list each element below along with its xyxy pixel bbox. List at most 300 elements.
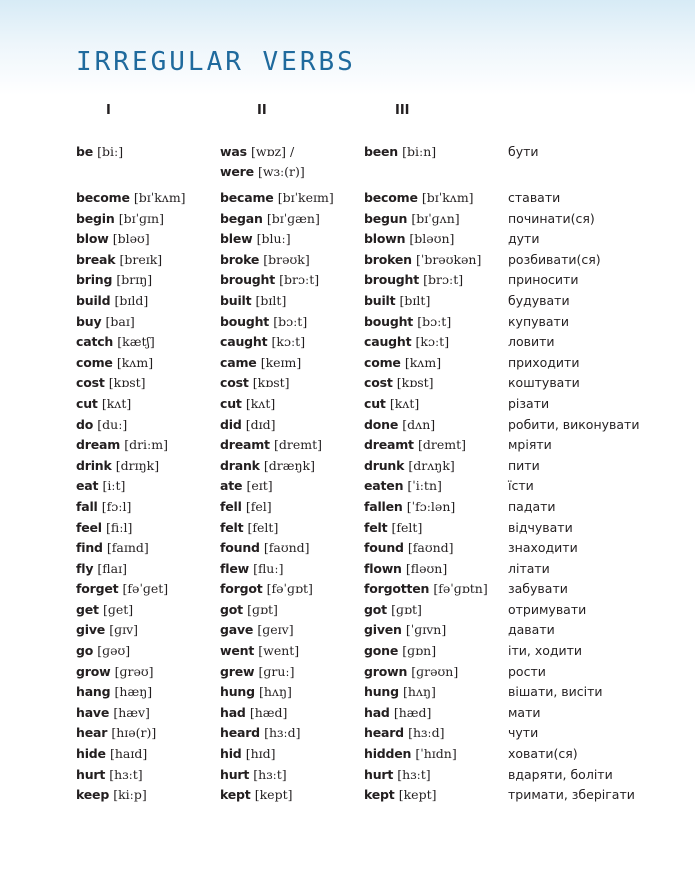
base-form-cell xyxy=(76,456,159,476)
base-form-cell xyxy=(76,353,153,373)
past-participle-word: been xyxy=(364,144,399,159)
past-simple-transcription: [ɡeɪv] xyxy=(257,622,294,638)
past-participle-word: begun xyxy=(364,210,408,226)
base-form-transcription: [iːt] xyxy=(102,478,126,494)
translation-cell: іти, ходити xyxy=(508,643,583,659)
translation-cell: починати(ся) xyxy=(508,210,595,226)
translation-cell: їсти xyxy=(508,478,534,494)
past-simple-cell xyxy=(220,785,293,805)
verb-row xyxy=(76,559,676,580)
past-simple-cell xyxy=(220,765,287,785)
base-form-cell xyxy=(76,559,127,579)
base-form-cell xyxy=(76,579,168,599)
base-form-cell xyxy=(76,662,153,682)
translation-cell: коштувати xyxy=(508,375,580,391)
irregular-verbs-table xyxy=(76,142,676,806)
past-simple-cell xyxy=(220,559,283,579)
past-participle-cell xyxy=(364,744,457,764)
past-participle-transcription: [fləʊn] xyxy=(405,560,448,576)
past-participle-transcription: [fəˈɡɒtn] xyxy=(433,581,488,597)
past-participle-transcription: [hæd] xyxy=(393,704,432,720)
past-participle-word: gone xyxy=(364,643,399,659)
past-participle-transcription: [kʌt] xyxy=(389,395,420,411)
past-simple-word: hung xyxy=(220,684,255,700)
past-participle-word: heard xyxy=(364,725,404,741)
past-participle-cell xyxy=(364,312,451,332)
verb-row xyxy=(76,312,676,333)
past-participle-cell xyxy=(364,415,435,435)
past-simple-transcription: [fel] xyxy=(245,498,272,514)
base-form-cell xyxy=(76,250,162,270)
past-participle-word: forgotten xyxy=(364,581,430,597)
translation-cell: чути xyxy=(508,725,539,741)
past-simple-cell xyxy=(220,641,299,661)
past-simple-transcription: [hʌŋ] xyxy=(259,684,292,700)
base-form-word: hang xyxy=(76,684,111,700)
base-form-transcription: [faɪnd] xyxy=(106,540,149,556)
base-form-cell xyxy=(76,476,125,496)
past-simple-cell xyxy=(220,229,291,249)
past-simple-transcription: [wɒz] / xyxy=(250,144,295,159)
translation-cell: вішати, висіти xyxy=(508,684,603,700)
past-participle-cell xyxy=(364,600,422,620)
base-form-word: go xyxy=(76,643,94,659)
past-simple-cell xyxy=(220,538,310,558)
past-simple-transcription: [kɔːt] xyxy=(271,334,306,350)
past-participle-word: found xyxy=(364,540,404,556)
base-form-cell xyxy=(76,682,152,702)
past-simple-word: brought xyxy=(220,272,276,288)
page-title: IRREGULAR VERBS xyxy=(76,47,356,77)
translation-cell: ставати xyxy=(508,190,561,205)
base-form-word: get xyxy=(76,601,99,617)
verb-row xyxy=(76,682,676,703)
past-participle-cell xyxy=(364,209,460,229)
base-form-transcription: [fəˈɡet] xyxy=(122,581,169,597)
past-simple-word: forgot xyxy=(220,581,263,597)
translation-cell: купувати xyxy=(508,313,569,329)
base-form-transcription: [kɒst] xyxy=(108,375,146,391)
verb-row xyxy=(76,270,676,291)
past-simple-word: built xyxy=(220,292,252,308)
translation-cell: мати xyxy=(508,704,541,720)
past-participle-word: become xyxy=(364,190,418,205)
past-participle-cell xyxy=(364,142,436,162)
past-participle-word: cut xyxy=(364,395,386,411)
base-form-cell xyxy=(76,142,123,162)
base-form-word: cut xyxy=(76,395,98,411)
past-simple-cell xyxy=(220,476,273,496)
base-form-cell xyxy=(76,229,150,249)
verb-row xyxy=(76,600,676,621)
translation-cell: бути xyxy=(508,144,539,159)
base-form-transcription: [drɪŋk] xyxy=(115,457,160,473)
past-simple-transcription: [ɡɒt] xyxy=(247,601,278,617)
base-form-transcription: [ɡrəʊ] xyxy=(114,663,154,679)
past-simple-transcription: [eɪt] xyxy=(246,478,273,494)
past-participle-cell xyxy=(364,435,466,455)
past-participle-word: hidden xyxy=(364,746,412,762)
base-form-transcription: [bɪˈɡɪn] xyxy=(118,210,164,226)
base-form-transcription: [flaɪ] xyxy=(97,560,127,576)
translation-cell: літати xyxy=(508,560,550,576)
verb-row xyxy=(76,497,676,518)
base-form-cell xyxy=(76,538,149,558)
past-simple-word: did xyxy=(220,416,242,432)
past-participle-word: bought xyxy=(364,313,414,329)
past-simple-cell xyxy=(220,250,310,270)
base-form-cell xyxy=(76,394,131,414)
past-simple-word: cost xyxy=(220,375,249,391)
past-participle-word: done xyxy=(364,416,399,432)
verb-row xyxy=(76,538,676,559)
base-form-cell xyxy=(76,188,186,208)
base-form-cell xyxy=(76,270,152,290)
past-participle-cell xyxy=(364,353,441,373)
base-form-transcription: [ɡɪv] xyxy=(109,622,139,638)
past-simple-word: caught xyxy=(220,334,268,350)
past-participle-transcription: [biːn] xyxy=(402,144,437,159)
past-participle-word: built xyxy=(364,292,396,308)
past-participle-cell xyxy=(364,373,434,393)
past-participle-word: flown xyxy=(364,560,402,576)
past-simple-transcription: [bɪˈkeɪm] xyxy=(277,190,334,205)
past-participle-cell xyxy=(364,188,474,208)
base-form-transcription: [kiːp] xyxy=(113,787,147,803)
past-participle-cell xyxy=(364,518,422,538)
translation-cell: ловити xyxy=(508,334,555,350)
base-form-word: bring xyxy=(76,272,113,288)
past-participle-transcription: [ɡɒt] xyxy=(391,601,422,617)
past-simple-cell xyxy=(220,312,307,332)
past-simple-word: felt xyxy=(220,519,244,535)
base-form-cell xyxy=(76,785,147,805)
past-simple-cell xyxy=(220,723,300,743)
verb-row xyxy=(76,662,676,683)
base-form-word: feel xyxy=(76,519,102,535)
base-form-transcription: [bɪˈkʌm] xyxy=(133,190,186,205)
past-simple-cell xyxy=(220,188,334,208)
past-simple-cell xyxy=(220,353,301,373)
past-simple-cell xyxy=(220,620,294,640)
translation-cell: рости xyxy=(508,663,546,679)
past-simple-transcription: [hɪd] xyxy=(245,746,276,762)
translation-cell: давати xyxy=(508,622,555,638)
past-simple-transcription: [brɔːt] xyxy=(279,272,320,288)
past-participle-transcription: [kʌm] xyxy=(404,354,442,370)
base-form-transcription: [ɡəʊ] xyxy=(97,643,131,659)
translation-cell: будувати xyxy=(508,292,570,308)
past-simple-transcription: [felt] xyxy=(247,519,279,535)
base-form-word: hear xyxy=(76,725,108,741)
base-form-word: fall xyxy=(76,498,98,514)
past-participle-transcription: [dremt] xyxy=(417,437,466,453)
past-participle-transcription: [dʌn] xyxy=(402,416,436,432)
translation-cell: мріяти xyxy=(508,437,552,453)
past-simple-word: became xyxy=(220,190,274,205)
past-participle-word: blown xyxy=(364,231,406,247)
verb-row xyxy=(76,332,676,353)
past-participle-transcription: [bɔːt] xyxy=(417,313,452,329)
verb-row xyxy=(76,353,676,374)
verb-row xyxy=(76,250,676,271)
past-simple-cell xyxy=(220,744,276,764)
past-simple-word: broke xyxy=(220,251,260,267)
past-simple-word: kept xyxy=(220,787,251,803)
base-form-word: drink xyxy=(76,457,112,473)
past-participle-cell xyxy=(364,703,431,723)
base-form-word: blow xyxy=(76,231,109,247)
base-form-word: do xyxy=(76,416,94,432)
past-simple-word: hid xyxy=(220,746,242,762)
translation-cell: забувати xyxy=(508,581,568,597)
past-participle-cell xyxy=(364,559,447,579)
past-simple-transcription: [brəʊk] xyxy=(263,251,310,267)
past-simple-transcription: [hɜːt] xyxy=(253,766,287,782)
past-participle-cell xyxy=(364,497,455,517)
past-participle-word: had xyxy=(364,704,390,720)
base-form-cell xyxy=(76,497,131,517)
past-participle-transcription: [brɔːt] xyxy=(423,272,464,288)
past-participle-transcription: [hɜːd] xyxy=(408,725,445,741)
past-participle-transcription: [ˈfɔːlən] xyxy=(406,498,456,514)
past-simple-second-line xyxy=(220,162,305,182)
base-form-cell xyxy=(76,620,138,640)
past-participle-cell xyxy=(364,682,436,702)
past-participle-cell xyxy=(364,662,458,682)
past-simple-word: were xyxy=(220,164,254,179)
past-simple-cell xyxy=(220,415,276,435)
past-simple-word: flew xyxy=(220,560,249,576)
base-form-transcription: [duː] xyxy=(97,416,128,432)
base-form-transcription: [brɪŋ] xyxy=(116,272,153,288)
past-simple-cell xyxy=(220,332,305,352)
past-simple-word: began xyxy=(220,210,263,226)
column-header-past-simple: II xyxy=(257,103,267,118)
verb-row xyxy=(76,744,676,765)
past-simple-transcription: [bɔːt] xyxy=(273,313,308,329)
verb-row xyxy=(76,785,676,806)
base-form-cell xyxy=(76,332,155,352)
past-participle-word: hung xyxy=(364,684,399,700)
past-participle-word: grown xyxy=(364,663,408,679)
column-header-past-participle: III xyxy=(395,103,410,118)
translation-cell: вдаряти, боліти xyxy=(508,766,613,782)
base-form-cell xyxy=(76,765,143,785)
past-simple-word: drank xyxy=(220,457,260,473)
past-simple-transcription: [hɜːd] xyxy=(264,725,301,741)
past-simple-word: had xyxy=(220,704,246,720)
past-simple-cell xyxy=(220,703,287,723)
verb-row xyxy=(76,435,676,456)
base-form-word: begin xyxy=(76,210,115,226)
base-form-word: hurt xyxy=(76,766,106,782)
past-simple-cell xyxy=(220,456,315,476)
past-participle-cell xyxy=(364,250,481,270)
base-form-word: catch xyxy=(76,334,114,350)
base-form-word: be xyxy=(76,144,94,159)
base-form-transcription: [fiːl] xyxy=(106,519,133,535)
past-participle-transcription: [ɡɒn] xyxy=(402,643,437,659)
past-participle-word: cost xyxy=(364,375,393,391)
verb-row xyxy=(76,518,676,539)
base-form-cell xyxy=(76,641,130,661)
base-form-cell xyxy=(76,435,168,455)
base-form-cell xyxy=(76,312,135,332)
verb-row xyxy=(76,703,676,724)
past-participle-word: fallen xyxy=(364,498,403,514)
past-participle-cell xyxy=(364,765,431,785)
base-form-word: keep xyxy=(76,787,110,803)
past-participle-transcription: [kept] xyxy=(398,787,437,803)
verb-row xyxy=(76,476,676,497)
base-form-transcription: [hæŋ] xyxy=(114,684,153,700)
past-simple-transcription: [hæd] xyxy=(249,704,288,720)
base-form-transcription: [bɪld] xyxy=(114,292,149,308)
past-simple-transcription: [fəˈɡɒt] xyxy=(266,581,313,597)
base-form-word: grow xyxy=(76,663,111,679)
base-form-transcription: [hɜːt] xyxy=(109,766,143,782)
verb-row xyxy=(76,229,676,250)
past-simple-transcription: [wɜː(r)] xyxy=(258,164,305,179)
base-form-word: dream xyxy=(76,437,121,453)
past-simple-transcription: [dɪd] xyxy=(245,416,276,432)
past-participle-cell xyxy=(364,270,463,290)
translation-cell: падати xyxy=(508,498,556,514)
past-participle-transcription: [bləʊn] xyxy=(409,231,455,247)
past-participle-transcription: [bɪˈɡʌn] xyxy=(411,210,460,226)
verb-row xyxy=(76,765,676,786)
base-form-word: have xyxy=(76,704,110,720)
base-form-word: build xyxy=(76,292,111,308)
past-simple-word: went xyxy=(220,643,255,659)
past-simple-word: blew xyxy=(220,231,253,247)
translation-cell: знаходити xyxy=(508,540,578,556)
past-participle-cell xyxy=(364,229,454,249)
past-participle-cell xyxy=(364,456,455,476)
base-form-word: become xyxy=(76,190,130,205)
past-participle-word: given xyxy=(364,622,402,638)
past-participle-transcription: [felt] xyxy=(391,519,423,535)
past-simple-cell xyxy=(220,394,275,414)
base-form-cell xyxy=(76,291,148,311)
verb-row xyxy=(76,415,676,436)
past-simple-transcription: [fluː] xyxy=(253,560,284,576)
translation-cell: тримати, зберігати xyxy=(508,787,635,803)
translation-cell: приходити xyxy=(508,354,580,370)
past-simple-word: ate xyxy=(220,478,243,494)
base-form-cell xyxy=(76,744,147,764)
base-form-word: buy xyxy=(76,313,102,329)
past-participle-transcription: [hʌŋ] xyxy=(403,684,436,700)
base-form-transcription: [kætʃ] xyxy=(117,334,155,350)
base-form-transcription: [ɡet] xyxy=(102,601,134,617)
base-form-transcription: [kʌm] xyxy=(116,354,154,370)
base-form-cell xyxy=(76,373,146,393)
past-participle-transcription: [ɡrəʊn] xyxy=(411,663,459,679)
past-simple-transcription: [bɪlt] xyxy=(255,292,287,308)
base-form-word: cost xyxy=(76,375,105,391)
base-form-transcription: [breɪk] xyxy=(119,251,163,267)
past-simple-word: cut xyxy=(220,395,242,411)
base-form-cell xyxy=(76,209,164,229)
past-participle-word: drunk xyxy=(364,457,405,473)
past-simple-transcription: [bluː] xyxy=(256,231,291,247)
base-form-transcription: [baɪ] xyxy=(105,313,135,329)
past-participle-word: dreamt xyxy=(364,437,414,453)
base-form-word: forget xyxy=(76,581,119,597)
past-participle-cell xyxy=(364,538,454,558)
past-simple-cell xyxy=(220,291,286,311)
verb-row xyxy=(76,641,676,662)
past-simple-cell xyxy=(220,142,305,182)
past-simple-transcription: [kʌt] xyxy=(245,395,276,411)
past-simple-transcription: [kɒst] xyxy=(252,375,290,391)
past-participle-transcription: [bɪlt] xyxy=(399,292,431,308)
base-form-word: hide xyxy=(76,746,106,762)
translation-cell: робити, виконувати xyxy=(508,416,640,432)
past-simple-cell xyxy=(220,373,290,393)
translation-cell: розбивати(ся) xyxy=(508,251,601,267)
past-participle-cell xyxy=(364,476,442,496)
past-simple-transcription: [kept] xyxy=(254,787,293,803)
base-form-word: fly xyxy=(76,560,94,576)
past-simple-cell xyxy=(220,662,294,682)
base-form-cell xyxy=(76,600,133,620)
past-participle-word: got xyxy=(364,601,387,617)
past-participle-word: caught xyxy=(364,334,412,350)
verb-row xyxy=(76,291,676,312)
past-simple-transcription: [dræŋk] xyxy=(263,457,316,473)
translation-cell: приносити xyxy=(508,272,579,288)
base-form-transcription: [biː] xyxy=(97,144,124,159)
verb-row xyxy=(76,723,676,744)
past-simple-word: gave xyxy=(220,622,254,638)
past-simple-transcription: [ɡruː] xyxy=(258,663,295,679)
translation-cell: отримувати xyxy=(508,601,587,617)
past-simple-word: grew xyxy=(220,663,255,679)
past-simple-cell xyxy=(220,579,313,599)
past-participle-transcription: [hɜːt] xyxy=(397,766,431,782)
past-participle-cell xyxy=(364,641,436,661)
past-simple-transcription: [faʊnd] xyxy=(263,540,310,556)
past-participle-transcription: [ˈiːtn] xyxy=(407,478,442,494)
verb-row xyxy=(76,579,676,600)
base-form-cell xyxy=(76,723,156,743)
base-form-transcription: [kʌt] xyxy=(101,395,132,411)
past-simple-word: got xyxy=(220,601,243,617)
translation-cell: відчувати xyxy=(508,519,573,535)
past-simple-word: was xyxy=(220,144,247,159)
past-participle-transcription: [drʌŋk] xyxy=(408,457,455,473)
past-participle-transcription: [ˈbrəʊkən] xyxy=(416,251,482,267)
past-participle-word: kept xyxy=(364,787,395,803)
verb-row xyxy=(76,620,676,641)
past-participle-word: come xyxy=(364,354,401,370)
base-form-word: give xyxy=(76,622,106,638)
verb-row xyxy=(76,394,676,415)
verb-row xyxy=(76,373,676,394)
past-simple-word: heard xyxy=(220,725,260,741)
base-form-transcription: [hæv] xyxy=(113,704,150,720)
past-simple-cell xyxy=(220,270,319,290)
past-simple-transcription: [went] xyxy=(258,643,300,659)
past-participle-cell xyxy=(364,394,419,414)
base-form-word: eat xyxy=(76,478,99,494)
base-form-transcription: [bləʊ] xyxy=(112,231,150,247)
past-participle-transcription: [kɒst] xyxy=(396,375,434,391)
past-participle-cell xyxy=(364,579,488,599)
